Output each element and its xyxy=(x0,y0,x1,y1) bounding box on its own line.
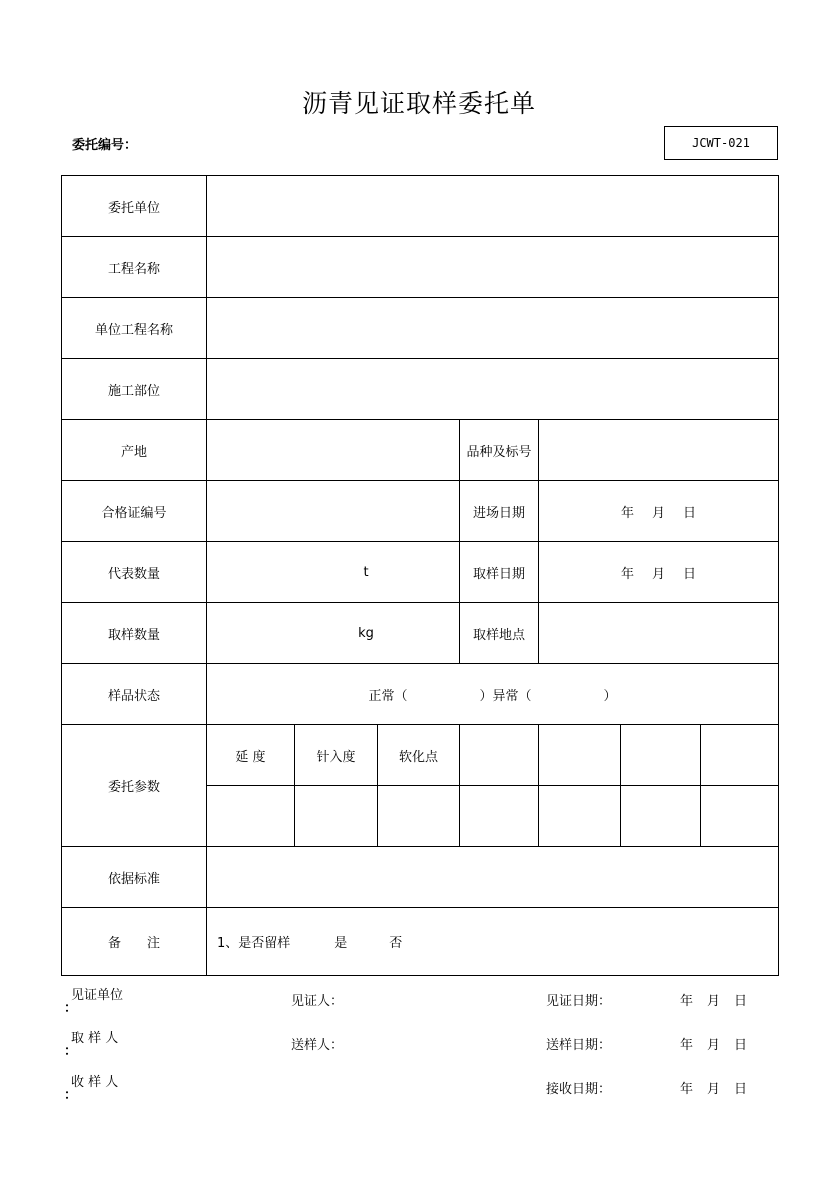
witness-label: 见证人： xyxy=(291,994,344,1009)
year-label: 年 xyxy=(620,505,634,521)
day-label: 日 xyxy=(734,1082,748,1097)
month-label: 月 xyxy=(707,994,721,1009)
origin-label: 产地 xyxy=(62,420,207,481)
param-value-cell[interactable] xyxy=(539,786,621,847)
standard-label: 依据标准 xyxy=(62,847,207,908)
param-value-cell[interactable] xyxy=(701,786,779,847)
project-name-label: 工程名称 xyxy=(62,237,207,298)
param-cell[interactable] xyxy=(621,725,701,786)
sampling-date-label: 取样日期 xyxy=(460,542,539,603)
table-row xyxy=(62,359,779,420)
param-cell[interactable] xyxy=(460,725,539,786)
sampling-qty-field[interactable] xyxy=(207,603,460,664)
construction-part-field[interactable] xyxy=(207,359,779,420)
delegation-form-table xyxy=(61,175,779,976)
year-label: 年 xyxy=(620,566,634,582)
param-ductility: 延 度 xyxy=(207,725,295,786)
sampler-colon: ： xyxy=(64,1044,78,1059)
certificate-no-label: 合格证编号 xyxy=(62,481,207,542)
receive-date-value xyxy=(680,1078,747,1097)
remark-yes-option[interactable]: 是 xyxy=(334,936,348,951)
param-value-cell[interactable] xyxy=(207,786,295,847)
page-title: 沥青见证取样委托单 xyxy=(301,89,536,118)
status-abnormal-text: ）异常（ xyxy=(479,688,532,704)
param-value-cell[interactable] xyxy=(378,786,460,847)
ton-unit: t xyxy=(363,564,369,580)
day-label: 日 xyxy=(683,566,697,582)
witness-date-label: 见证日期： xyxy=(546,994,612,1009)
variety-grade-field[interactable] xyxy=(539,420,779,481)
remarks-field[interactable] xyxy=(207,908,779,976)
sampling-qty-label: 取样数量 xyxy=(62,603,207,664)
send-date-value xyxy=(680,1034,747,1053)
day-label: 日 xyxy=(734,1038,748,1053)
month-label: 月 xyxy=(707,1038,721,1053)
entry-date-label: 进场日期 xyxy=(460,481,539,542)
form-code-box: JCWT-021 xyxy=(664,126,778,160)
table-row xyxy=(62,542,779,603)
certificate-no-field[interactable] xyxy=(207,481,460,542)
construction-part-label: 施工部位 xyxy=(62,359,207,420)
witness-unit-colon: ： xyxy=(64,1001,78,1016)
representative-qty-field[interactable] xyxy=(207,542,460,603)
sample-status-field[interactable] xyxy=(207,664,779,725)
status-normal-text: 正常（ xyxy=(368,688,408,704)
sampler-label: 取 样 人 xyxy=(71,1031,119,1046)
month-label: 月 xyxy=(652,566,666,582)
year-label: 年 xyxy=(680,1082,694,1097)
table-row xyxy=(62,176,779,237)
kg-unit: kg xyxy=(358,625,374,641)
status-close-text: ） xyxy=(603,688,617,704)
param-cell[interactable] xyxy=(701,725,779,786)
day-label: 日 xyxy=(683,505,697,521)
witness-unit-label: 见证单位 xyxy=(71,988,124,1003)
table-row xyxy=(62,237,779,298)
receive-date-label: 接收日期： xyxy=(546,1082,612,1097)
project-name-field[interactable] xyxy=(207,237,779,298)
param-value-cell[interactable] xyxy=(621,786,701,847)
table-row xyxy=(62,908,779,976)
table-row xyxy=(62,420,779,481)
standard-field[interactable] xyxy=(207,847,779,908)
witness-date-value xyxy=(680,990,747,1009)
client-unit-field[interactable] xyxy=(207,176,779,237)
table-row xyxy=(62,481,779,542)
sender-label: 送样人： xyxy=(291,1038,344,1053)
table-row xyxy=(62,725,779,786)
representative-qty-label: 代表数量 xyxy=(62,542,207,603)
month-label: 月 xyxy=(707,1082,721,1097)
remarks-label: 备 注 xyxy=(62,908,207,976)
table-row xyxy=(62,603,779,664)
client-unit-label: 委托单位 xyxy=(62,176,207,237)
param-penetration: 针入度 xyxy=(295,725,378,786)
day-label: 日 xyxy=(734,994,748,1009)
sampling-location-field[interactable] xyxy=(539,603,779,664)
variety-grade-label: 品种及标号 xyxy=(460,420,539,481)
table-row xyxy=(62,298,779,359)
param-cell[interactable] xyxy=(539,725,621,786)
param-value-cell[interactable] xyxy=(460,786,539,847)
origin-field[interactable] xyxy=(207,420,460,481)
sample-status-label: 样品状态 xyxy=(62,664,207,725)
entry-date-field[interactable] xyxy=(539,481,779,542)
delegation-no-label: 委托编号： xyxy=(72,138,138,153)
param-softening: 软化点 xyxy=(378,725,460,786)
table-row xyxy=(62,847,779,908)
unit-project-name-label: 单位工程名称 xyxy=(62,298,207,359)
send-date-label: 送样日期： xyxy=(546,1038,612,1053)
sampling-date-field[interactable] xyxy=(539,542,779,603)
parameters-label: 委托参数 xyxy=(62,725,207,847)
year-label: 年 xyxy=(680,1038,694,1053)
month-label: 月 xyxy=(652,505,666,521)
receiver-colon: ： xyxy=(64,1088,78,1103)
table-row xyxy=(62,664,779,725)
unit-project-name-field[interactable] xyxy=(207,298,779,359)
remark-no-option[interactable]: 否 xyxy=(389,936,403,951)
receiver-label: 收 样 人 xyxy=(71,1075,119,1090)
remark-retain-sample-text: 1、是否留样 xyxy=(217,936,291,951)
sampling-location-label: 取样地点 xyxy=(460,603,539,664)
year-label: 年 xyxy=(680,994,694,1009)
param-value-cell[interactable] xyxy=(295,786,378,847)
